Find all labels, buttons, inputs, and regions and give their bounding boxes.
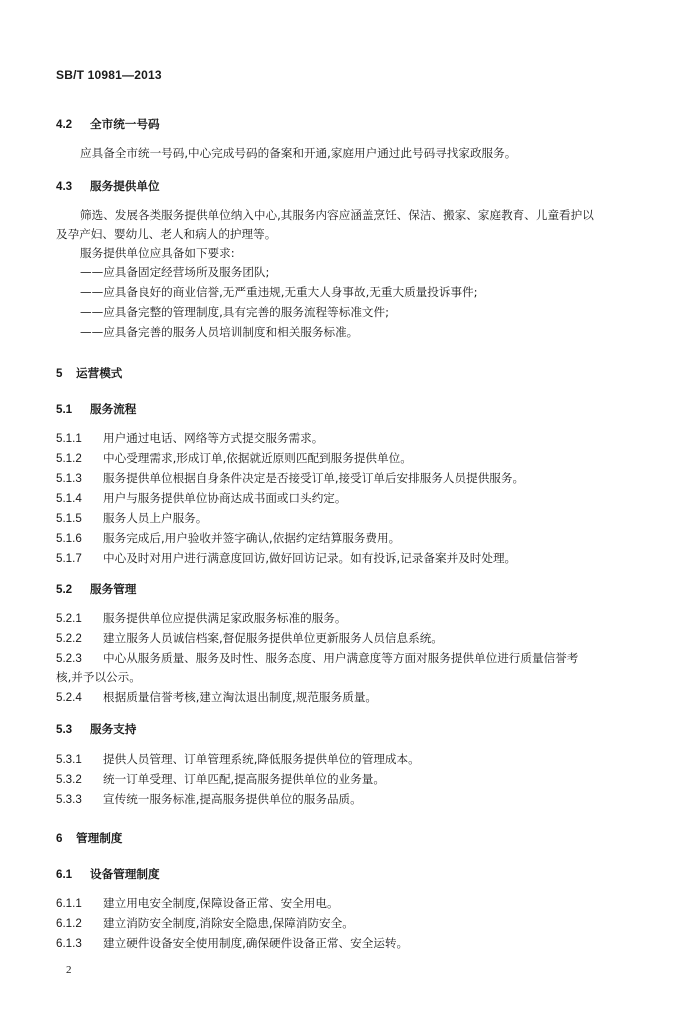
section-title: 服务支持: [90, 722, 137, 736]
clause-5-2-1: [56, 610, 636, 627]
chapter-title: 运营模式: [76, 366, 123, 380]
chapter-number: 5: [56, 367, 63, 380]
clause-number: 5.3.2: [56, 773, 82, 786]
clause-6-1-3: [56, 935, 636, 952]
section-number: 5.2: [56, 583, 73, 596]
section-number: 4.3: [56, 180, 73, 193]
clause-number: 5.1.3: [56, 472, 82, 485]
clause-text: 建立服务人员诚信档案,督促服务提供单位更新服务人员信息系统。: [103, 631, 443, 645]
clause-text: 服务提供单位根据自身条件决定是否接受订单,接受订单后安排服务人员提供服务。: [103, 471, 525, 485]
section-heading-4-2: [56, 116, 636, 133]
requirement-item: ——应具备良好的商业信誉,无严重违规,无重大人身事故,无重大质量投诉事件;: [80, 285, 478, 299]
clause-text: 用户与服务提供单位协商达成书面或口头约定。: [103, 491, 347, 505]
clause-number: 5.3.3: [56, 793, 82, 806]
clause-text: 中心从服务质量、服务及时性、服务态度、用户满意度等方面对服务提供单位进行质量信誉考: [103, 651, 579, 665]
section-heading-5-1: [56, 401, 636, 418]
section-title: 服务流程: [90, 402, 137, 416]
section-number: 6.1: [56, 868, 73, 881]
section-body-4-3-line1: 筛选、发展各类服务提供单位纳入中心,其服务内容应涵盖烹饪、保洁、搬家、家庭教育、儿童看护以: [80, 208, 594, 222]
clause-number: 5.2.3: [56, 652, 82, 665]
clause-5-1-7: [56, 550, 636, 567]
clause-number: 5.1.6: [56, 532, 82, 545]
clause-5-2-4: [56, 689, 636, 706]
clause-5-2-3: [56, 650, 636, 667]
clause-5-2-3-continued: 核,并予以公示。: [56, 670, 141, 684]
clause-number: 5.1.1: [56, 432, 82, 445]
clause-text: 统一订单受理、订单匹配,提高服务提供单位的业务量。: [103, 772, 385, 786]
clause-text: 服务完成后,用户验收并签字确认,依据约定结算服务费用。: [103, 531, 401, 545]
requirement-item: ——应具备固定经营场所及服务团队;: [80, 265, 270, 279]
section-title: 设备管理制度: [90, 867, 160, 881]
section-heading-5-3: [56, 721, 636, 738]
clause-text: 建立消防安全制度,消除安全隐患,保障消防安全。: [103, 916, 354, 930]
section-title: 服务管理: [90, 582, 137, 596]
clause-5-1-3: [56, 470, 636, 487]
clause-5-3-3: [56, 791, 636, 808]
section-number: 5.1: [56, 403, 73, 416]
clause-5-1-2: [56, 450, 636, 467]
section-title: 全市统一号码: [90, 117, 160, 131]
clause-number: 5.2.4: [56, 691, 82, 704]
clause-text: 提供人员管理、订单管理系统,降低服务提供单位的管理成本。: [103, 752, 420, 766]
chapter-number: 6: [56, 832, 63, 845]
chapter-heading-5: [56, 365, 636, 382]
clause-text: 服务提供单位应提供满足家政服务标准的服务。: [103, 611, 347, 625]
clause-5-1-6: [56, 530, 636, 547]
clause-text: 根据质量信誉考核,建立淘汰退出制度,规范服务质量。: [103, 690, 378, 704]
clause-text: 中心受理需求,形成订单,依据就近原则匹配到服务提供单位。: [103, 451, 412, 465]
section-body-4-3-line2: 及孕产妇、婴幼儿、老人和病人的护理等。: [56, 227, 277, 241]
clause-text: 建立用电安全制度,保障设备正常、安全用电。: [103, 896, 339, 910]
page-number: 2: [66, 964, 72, 976]
clause-5-3-2: [56, 771, 636, 788]
clause-6-1-2: [56, 915, 636, 932]
clause-number: 5.2.2: [56, 632, 82, 645]
clause-number: 6.1.1: [56, 897, 82, 910]
clause-number: 5.1.4: [56, 492, 82, 505]
clause-number: 6.1.2: [56, 917, 82, 930]
section-heading-4-3: [56, 178, 636, 195]
clause-number: 5.3.1: [56, 753, 82, 766]
section-title: 服务提供单位: [90, 179, 160, 193]
section-number: 5.3: [56, 723, 73, 736]
clause-text: 服务人员上户服务。: [103, 511, 208, 525]
clause-number: 5.2.1: [56, 612, 82, 625]
standard-code: SB/T 10981—2013: [56, 68, 162, 82]
clause-5-1-5: [56, 510, 636, 527]
section-number: 4.2: [56, 118, 73, 131]
clause-number: 5.1.7: [56, 552, 82, 565]
clause-text: 中心及时对用户进行满意度回访,做好回访记录。如有投诉,记录备案并及时处理。: [103, 551, 517, 565]
chapter-title: 管理制度: [76, 831, 123, 845]
clause-text: 建立硬件设备安全使用制度,确保硬件设备正常、安全运转。: [103, 936, 409, 950]
clause-number: 5.1.5: [56, 512, 82, 525]
requirements-intro: 服务提供单位应具备如下要求:: [80, 246, 235, 260]
clause-5-3-1: [56, 751, 636, 768]
clause-number: 6.1.3: [56, 937, 82, 950]
chapter-heading-6: [56, 830, 636, 847]
clause-6-1-1: [56, 895, 636, 912]
section-heading-6-1: [56, 866, 636, 883]
clause-text: 宣传统一服务标准,提高服务提供单位的服务品质。: [103, 792, 362, 806]
section-body-4-2: 应具备全市统一号码,中心完成号码的备案和开通,家庭用户通过此号码寻找家政服务。: [80, 146, 517, 160]
clause-5-1-1: [56, 430, 636, 447]
requirement-item: ——应具备完整的管理制度,具有完善的服务流程等标准文件;: [80, 305, 390, 319]
clause-5-1-4: [56, 490, 636, 507]
clause-number: 5.1.2: [56, 452, 82, 465]
section-heading-5-2: [56, 581, 636, 598]
clause-5-2-2: [56, 630, 636, 647]
clause-text: 用户通过电话、网络等方式提交服务需求。: [103, 431, 324, 445]
requirement-item: ——应具备完善的服务人员培训制度和相关服务标准。: [80, 325, 359, 339]
